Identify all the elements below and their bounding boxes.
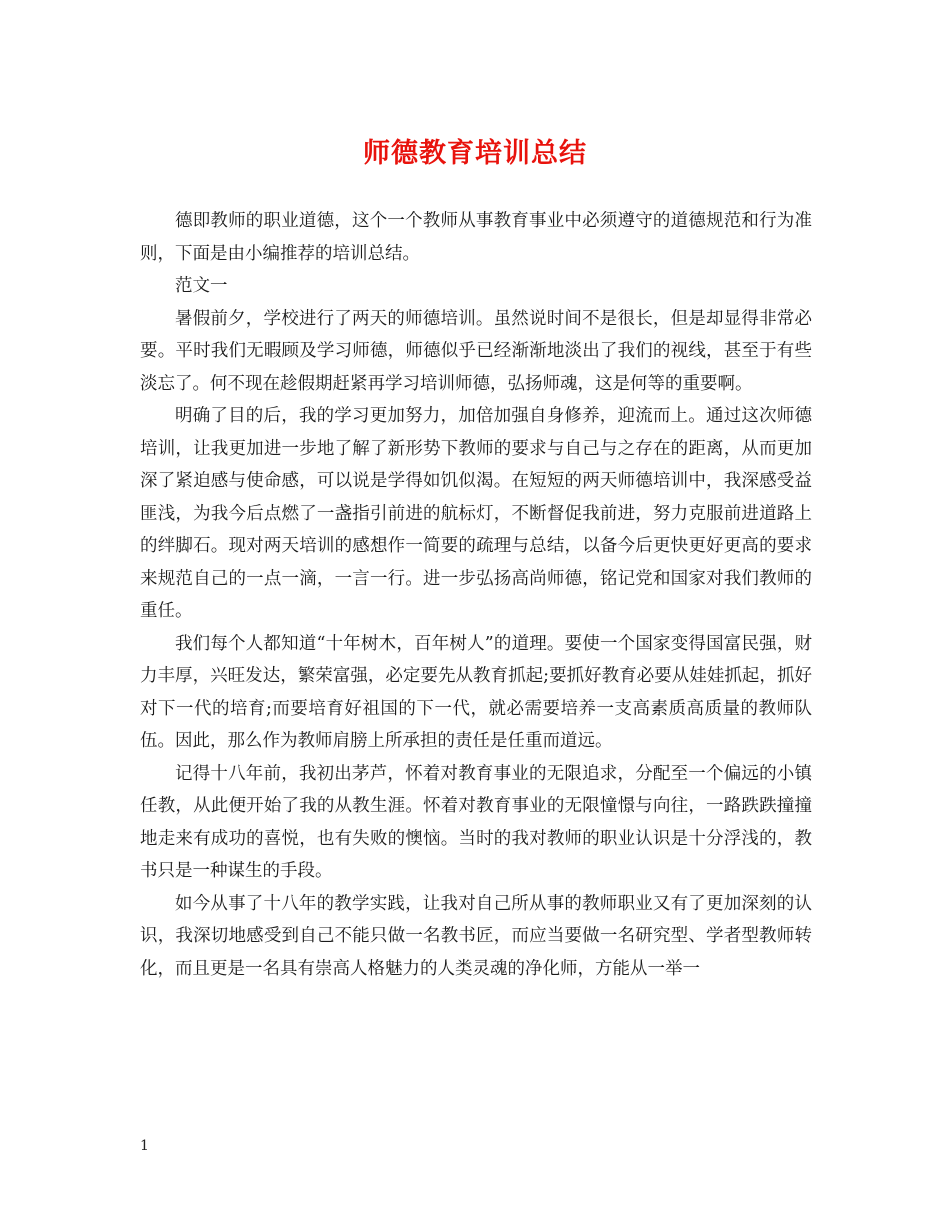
paragraph: 明确了目的后，我的学习更加努力，加倍加强自身修养，迎流而上。通过这次师德培训，让我更加进一步地了解了新形势下教师的要求与自己与之存在的距离，从而更加深了紧迫感与使命感，可以说是学得如饥似渴。在短短的两天师德培训中，我深感受益匪浅，为我今后点燃了一盏指引前进的航标灯，不断督促我前进，努力克服前进道路上的绊脚石。现对两天培训的感想作一简要的疏理与总结，以备今后更快更好更高的要求来规范自己的一点一滴，一言一行。进一步弘扬高尚师德，铭记党和国家对我们教师的重任。 — [140, 406, 812, 621]
paragraph: 如今从事了十八年的教学实践，让我对自己所从事的教师职业又有了更加深刻的认识，我深切地感受到自己不能只做一名教书匠，而应当要做一名研究型、学者型教师转化，而且更是一名具有崇高人格魅力的人类灵魂的净化师，方能从一举一 — [140, 893, 812, 979]
paragraph: 暑假前夕，学校进行了两天的师德培训。虽然说时间不是很长，但是却显得非常必要。平时我们无暇顾及学习师德，师德似乎已经渐渐地淡出了我们的视线，甚至于有些淡忘了。何不现在趁假期赶紧再学习培训师德，弘扬师魂，这是何等的重要啊。 — [140, 308, 812, 394]
paragraph: 我们每个人都知道“十年树木，百年树人”的道理。要使一个国家变得国富民强，财力丰厚，兴旺发达，繁荣富强，必定要先从教育抓起;要抓好教育必要从娃娃抓起，抓好对下一代的培育;而要培育好祖国的下一代，就必需要培养一支高素质高质量的教师队伍。因此，那么作为教师肩膀上所承担的责任是任重而道远。 — [140, 633, 812, 751]
document-body — [140, 205, 812, 985]
paragraph-section-label: 范文一 — [175, 276, 228, 296]
paragraph-intro: 德即教师的职业道德，这个一个教师从事教育事业中必须遵守的道德规范和行为准则，下面是由小编推荐的培训总结。 — [140, 211, 812, 264]
paragraph: 记得十八年前，我初出茅芦，怀着对教育事业的无限追求，分配至一个偏远的小镇任教，从此便开始了我的从教生涯。怀着对教育事业的无限憧憬与向往，一路跌跌撞撞地走来有成功的喜悦，也有失败的懊恼。当时的我对教师的职业认识是十分浮浅的，教书只是一种谋生的手段。 — [140, 763, 812, 881]
document-title: 师德教育培训总结 — [363, 138, 587, 169]
page-number: 1 — [140, 1138, 149, 1154]
